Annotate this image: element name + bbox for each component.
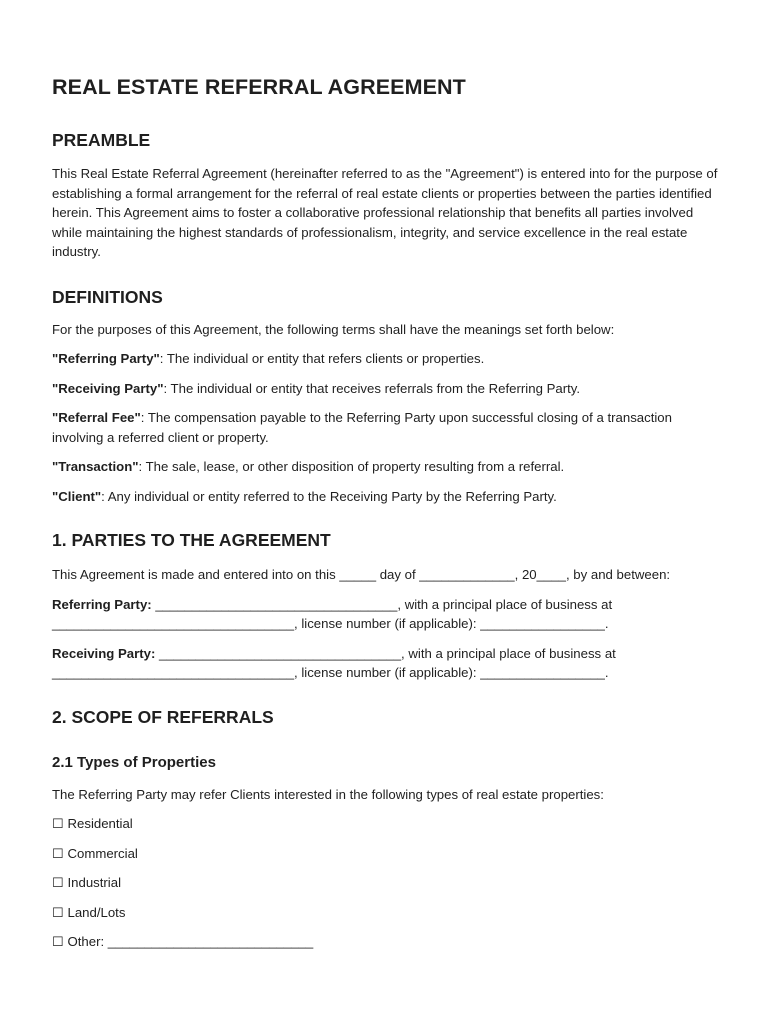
referring-party-text: _________________________________, with a principal place of business at _________________________________, license number (if applicable): _________________.	[52, 596, 613, 631]
definition-term: "Referral Fee"	[52, 410, 141, 425]
property-type-option-residential[interactable]: ☐ Residential	[52, 816, 133, 831]
preamble-heading: PREAMBLE	[52, 130, 151, 150]
parties-heading: 1. PARTIES TO THE AGREEMENT	[52, 530, 331, 550]
property-type-option-commercial[interactable]: ☐ Commercial	[52, 845, 138, 861]
referring-party-label: Referring Party:	[52, 596, 152, 612]
definition-item	[52, 457, 718, 477]
definition-item	[52, 487, 718, 507]
referring-party-clause	[52, 595, 718, 634]
property-type-option-other[interactable]: ☐ Other: ____________________________	[52, 934, 314, 949]
receiving-party-clause	[52, 644, 718, 683]
scope-heading: 2. SCOPE OF REFERRALS	[52, 706, 274, 727]
parties-intro: This Agreement is made and entered into on this _____ day of _____________, 20____, by and between:	[52, 567, 671, 582]
definition-item	[52, 379, 718, 399]
definition-item	[52, 349, 718, 369]
preamble-text: This Real Estate Referral Agreement (hereinafter referred to as the "Agreement") is entered into for the purpose of establishing a formal arrangement for the referral of real estate clients or properties between the parties identified herein. This Agreement aims to foster a collaborative professional relationship that benefits all parties involved while maintaining the highest standards of professionalism, integrity, and service excellence in the real estate industry.	[52, 166, 718, 259]
definition-text: : The compensation payable to the Referring Party upon successful closing of a transaction involving a referred client or property.	[52, 410, 672, 445]
definitions-heading: DEFINITIONS	[52, 286, 163, 307]
definition-term: "Referring Party"	[52, 351, 160, 366]
definition-text: : The individual or entity that receives referrals from the Referring Party.	[163, 380, 581, 396]
definition-text: : The sale, lease, or other disposition of property resulting from a referral.	[138, 459, 565, 474]
property-types-heading: 2.1 Types of Properties	[52, 753, 216, 771]
definition-text: : The individual or entity that refers clients or properties.	[159, 351, 485, 366]
definition-term: "Transaction"	[52, 459, 139, 474]
property-types-intro: The Referring Party may refer Clients interested in the following types of real estate properties:	[52, 786, 604, 802]
property-type-option-land[interactable]: ☐ Land/Lots	[52, 904, 126, 920]
document-title: REAL ESTATE REFERRAL AGREEMENT	[52, 75, 466, 99]
definition-term: "Receiving Party"	[52, 380, 164, 396]
definition-item	[52, 408, 718, 447]
property-type-option-industrial[interactable]: ☐ Industrial	[52, 875, 121, 890]
receiving-party-label: Receiving Party:	[52, 645, 156, 661]
definition-text: : Any individual or entity referred to the Receiving Party by the Referring Party.	[101, 488, 557, 504]
definition-term: "Client"	[52, 488, 102, 504]
receiving-party-text: _________________________________, with a principal place of business at _________________________________, license number (if applicable): _________________.	[52, 645, 616, 680]
definitions-intro: For the purposes of this Agreement, the following terms shall have the meanings set forth below:	[52, 321, 615, 337]
